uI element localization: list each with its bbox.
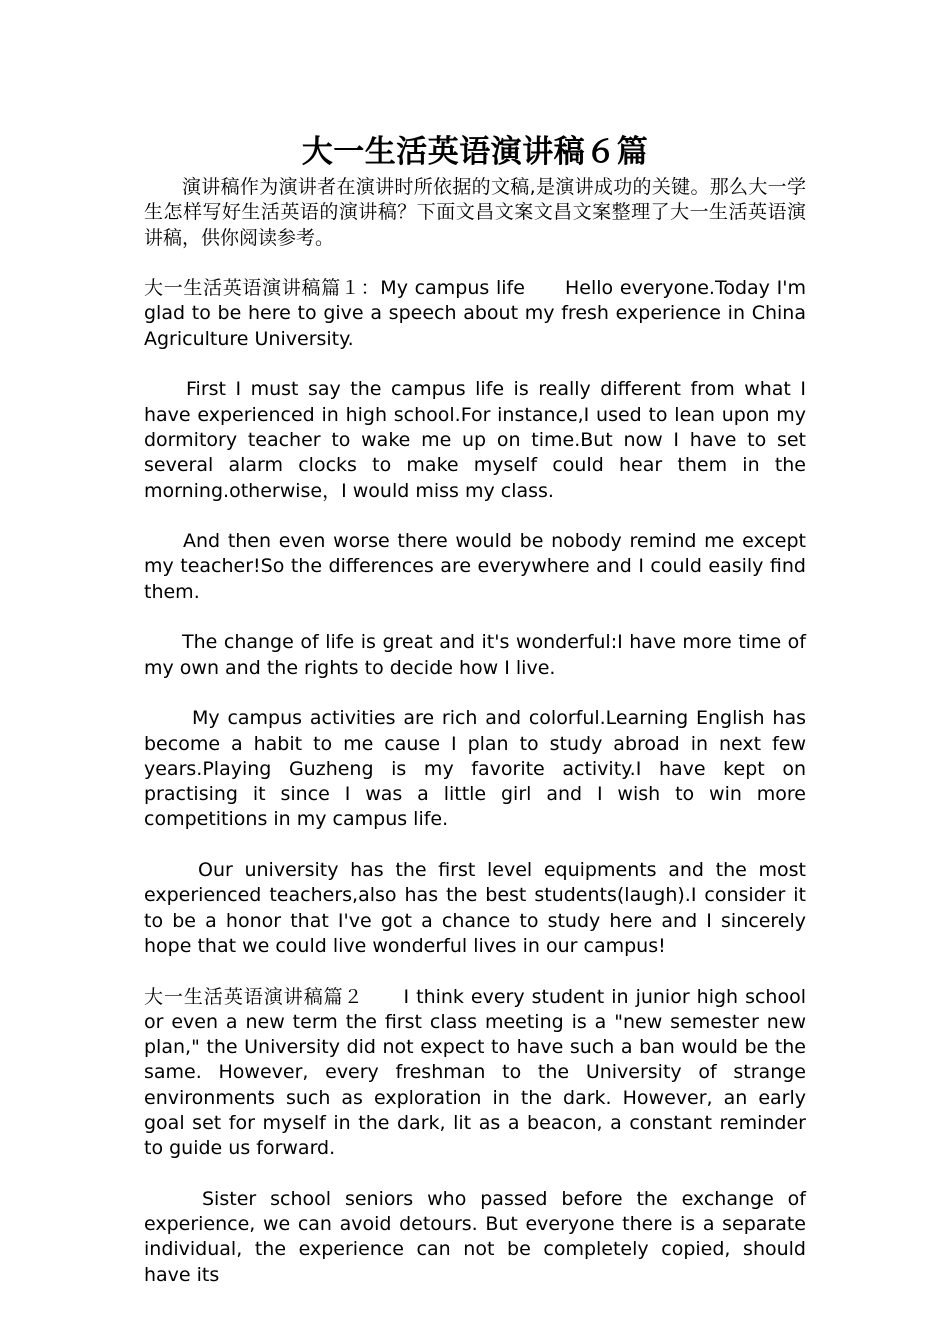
paragraph-gap	[144, 681, 806, 706]
body-paragraph: My campus activities are rich and colorful.Learning English has become a habit to me cause I plan to study abroad in next few years.Playing Guzheng is my favorite activity.I have kept on practising it since I was a little girl and I wish to win more competitions in my campus life.	[144, 707, 806, 831]
paragraph-gap	[144, 959, 806, 984]
body-paragraph: The change of life is great and it's wonderful:I have more time of my own and the rights to decide how I live.	[144, 631, 806, 679]
document-title: 大一生活英语演讲稿６篇	[301, 134, 649, 170]
paragraph-gap	[144, 251, 806, 276]
speech-1-heading-paragraph: 大一生活英语演讲稿篇１：My campus life Hello everyone.Today I'm glad to be here to give a speech about my fresh experience in China Agriculture University.	[144, 277, 806, 350]
document-page	[144, 130, 806, 1288]
body-paragraph: Our university has the first level equipments and the most experienced teachers,also has the best students(laugh).I consider it to be a honor that I've got a chance to study here and I sincerely hope that we could live wonderful lives in our campus!	[144, 859, 806, 957]
intro-paragraph: 演讲稿作为演讲者在演讲时所依据的文稿,是演讲成功的关键。那么大一学生怎样写好生活英语的演讲稿？下面文昌文案文昌文案整理了大一生活英语演讲稿，供你阅读参考。	[144, 176, 806, 249]
paragraph-gap	[144, 504, 806, 529]
paragraph-gap	[144, 352, 806, 377]
paragraph-gap	[144, 833, 806, 858]
body-paragraph: First I must say the campus life is really different from what I have experienced in high school.For instance,I used to lean upon my dormitory teacher to wake me up on time.But now I have to set several alarm clocks to make myself could hear them in the morning.otherwise，I would miss my class.	[144, 378, 806, 502]
speech-2-heading-paragraph: 大一生活英语演讲稿篇２ I think every student in junior high school or even a new term the first class meeting is a "new semester new plan," the University did not expect to have such a ban would be the same. However, every freshman to the University of strange environments such as exploration in the dark. However, an early goal set for myself in the dark, lit as a beacon, a constant reminder to guide us forward.	[144, 985, 806, 1160]
paragraph-gap	[144, 605, 806, 630]
body-paragraph: And then even worse there would be nobody remind me except my teacher!So the differences are everywhere and I could easily find them.	[144, 530, 806, 603]
paragraph-gap	[144, 1162, 806, 1187]
body-paragraph: Sister school seniors who passed before the exchange of experience, we can avoid detours. But everyone there is a separate individual, the experience can not be completely copied, should have its	[144, 1187, 806, 1286]
